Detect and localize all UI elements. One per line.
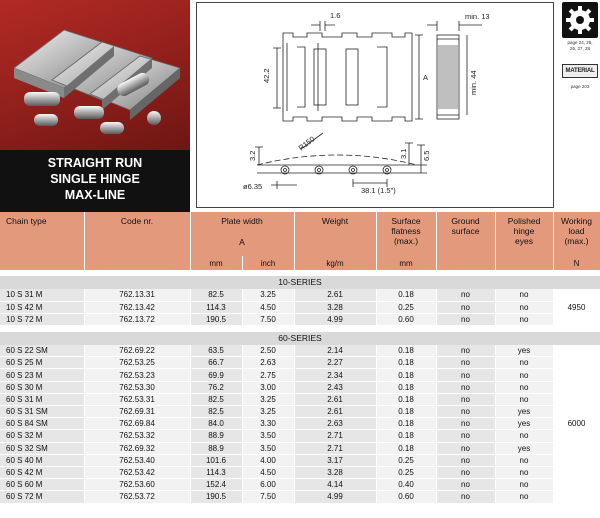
sprocket-pages-ref <box>560 40 600 51</box>
cell-weight: 3.28 <box>294 466 376 478</box>
cell-chain-type: 60 S 84 SM <box>0 418 84 430</box>
cell-polished: no <box>495 479 553 491</box>
cell-width-mm: 69.9 <box>190 369 242 381</box>
cell-ground-surface: no <box>436 357 495 369</box>
cell-width-mm: 114.3 <box>190 301 242 313</box>
cell-width-inch: 7.50 <box>242 313 294 325</box>
col-working-load <box>553 212 600 256</box>
cell-flatness: 0.18 <box>376 345 436 357</box>
cell-code-nr: 762.53.72 <box>84 491 190 503</box>
cell-width-inch: 4.00 <box>242 454 294 466</box>
flatness-line-3: (max.) <box>393 236 419 246</box>
cell-width-mm: 76.2 <box>190 381 242 393</box>
cell-ground-surface: no <box>436 381 495 393</box>
cell-width-inch: 3.50 <box>242 430 294 442</box>
cell-polished: no <box>495 430 553 442</box>
technical-drawing-svg <box>197 3 553 207</box>
cell-chain-type: 10 S 31 M <box>0 289 84 301</box>
cell-chain-type: 60 S 42 M <box>0 466 84 478</box>
cell-width-inch: 3.25 <box>242 406 294 418</box>
cell-code-nr: 762.53.23 <box>84 369 190 381</box>
flatness-line-2: flatness <box>391 226 421 236</box>
polished-line-3: eyes <box>515 236 533 246</box>
cell-ground-surface: no <box>436 369 495 381</box>
table-row <box>0 418 600 430</box>
cell-polished: no <box>495 357 553 369</box>
cell-weight: 3.17 <box>294 454 376 466</box>
spec-table <box>0 212 600 504</box>
cell-chain-type: 60 S 31 SM <box>0 406 84 418</box>
table-row <box>0 442 600 454</box>
cell-polished: no <box>495 313 553 325</box>
series-name: 10-SERIES <box>0 276 600 289</box>
cell-width-mm: 82.5 <box>190 289 242 301</box>
cell-width-inch: 3.50 <box>242 442 294 454</box>
cell-code-nr: 762.69.32 <box>84 442 190 454</box>
cell-width-mm: 88.9 <box>190 430 242 442</box>
dim-pin: ø6.35 <box>243 182 263 191</box>
cell-width-inch: 6.00 <box>242 479 294 491</box>
cell-ground-surface: no <box>436 466 495 478</box>
cell-weight: 2.71 <box>294 442 376 454</box>
table-row <box>0 313 600 325</box>
cell-code-nr: 762.53.60 <box>84 479 190 491</box>
cell-polished: no <box>495 393 553 405</box>
material-label: MATERIAL <box>562 64 598 78</box>
cell-code-nr: 762.69.31 <box>84 406 190 418</box>
cell-flatness: 0.25 <box>376 301 436 313</box>
cell-width-inch: 4.50 <box>242 466 294 478</box>
plate-width-symbol: A <box>239 237 245 247</box>
cell-width-mm: 152.4 <box>190 479 242 491</box>
cell-weight: 2.27 <box>294 357 376 369</box>
unit-load: N <box>553 256 600 270</box>
cell-chain-type: 60 S 32 M <box>0 430 84 442</box>
cell-polished: yes <box>495 406 553 418</box>
cell-weight: 2.63 <box>294 418 376 430</box>
col-ground-surface <box>436 212 495 270</box>
load-line-2: load <box>568 226 585 236</box>
col-plate-width <box>190 212 294 256</box>
cell-width-inch: 3.25 <box>242 289 294 301</box>
cell-code-nr: 762.53.30 <box>84 381 190 393</box>
dim-a: A <box>423 73 429 82</box>
cell-width-mm: 88.9 <box>190 442 242 454</box>
material-page-ref: page 203 <box>570 84 590 89</box>
cell-code-nr: 762.53.42 <box>84 466 190 478</box>
cell-polished: yes <box>495 418 553 430</box>
cell-working-load: 4950 <box>553 289 600 326</box>
cell-width-inch: 2.50 <box>242 345 294 357</box>
dim-min13: min. 13 <box>465 12 490 21</box>
dim-3-2: 3.2 <box>248 150 257 161</box>
cell-flatness: 0.18 <box>376 442 436 454</box>
cell-flatness: 0.18 <box>376 406 436 418</box>
cell-polished: yes <box>495 345 553 357</box>
table-row <box>0 345 600 357</box>
series-header-row <box>0 332 600 345</box>
cell-width-inch: 3.30 <box>242 418 294 430</box>
cell-width-inch: 3.00 <box>242 381 294 393</box>
table-row <box>0 406 600 418</box>
dim-min44: min. 44 <box>469 70 478 95</box>
cell-chain-type: 60 S 23 M <box>0 369 84 381</box>
cell-flatness: 0.18 <box>376 393 436 405</box>
ground-line-2: surface <box>451 226 480 236</box>
cell-width-mm: 66.7 <box>190 357 242 369</box>
cell-chain-type: 60 S 72 M <box>0 491 84 503</box>
dim-6-5: 6.5 <box>422 150 431 161</box>
cell-weight: 2.14 <box>294 345 376 357</box>
plate-width-label: Plate width <box>221 216 263 226</box>
cell-polished: no <box>495 491 553 503</box>
cell-width-inch: 2.75 <box>242 369 294 381</box>
table-header <box>0 212 600 270</box>
cell-weight: 2.61 <box>294 289 376 301</box>
table-row <box>0 454 600 466</box>
cell-code-nr: 762.53.32 <box>84 430 190 442</box>
table-row <box>0 393 600 405</box>
series-name: 60-SERIES <box>0 332 600 345</box>
cell-ground-surface: no <box>436 393 495 405</box>
table-body <box>0 270 600 503</box>
cell-flatness: 0.18 <box>376 381 436 393</box>
cell-flatness: 0.25 <box>376 454 436 466</box>
polished-line-1: Polished <box>507 216 541 226</box>
cell-width-mm: 82.5 <box>190 393 242 405</box>
col-chain-type: Chain type <box>0 212 84 270</box>
table-row <box>0 491 600 503</box>
unit-plate-mm: mm <box>190 256 242 270</box>
cell-width-inch: 3.25 <box>242 393 294 405</box>
cell-weight: 4.14 <box>294 479 376 491</box>
cell-chain-type: 60 S 22 SM <box>0 345 84 357</box>
cell-chain-type: 10 S 42 M <box>0 301 84 313</box>
product-panel <box>0 0 190 212</box>
cell-weight: 3.28 <box>294 301 376 313</box>
cell-code-nr: 762.13.31 <box>84 289 190 301</box>
cell-chain-type: 60 S 30 M <box>0 381 84 393</box>
cell-polished: no <box>495 454 553 466</box>
cell-code-nr: 762.53.25 <box>84 357 190 369</box>
cell-flatness: 0.60 <box>376 491 436 503</box>
load-line-1: Working <box>560 216 593 226</box>
ground-line-1: Ground <box>451 216 480 226</box>
technical-drawing <box>196 2 554 208</box>
cell-ground-surface: no <box>436 301 495 313</box>
cell-polished: no <box>495 301 553 313</box>
cell-weight: 4.99 <box>294 313 376 325</box>
cell-chain-type: 60 S 25 M <box>0 357 84 369</box>
table-row <box>0 357 600 369</box>
cell-ground-surface: no <box>436 442 495 454</box>
title-line-2: SINGLE HINGE <box>50 172 140 186</box>
col-polished-hinge-eyes <box>495 212 553 270</box>
cell-flatness: 0.18 <box>376 369 436 381</box>
cell-ground-surface: no <box>436 418 495 430</box>
cell-width-mm: 101.6 <box>190 454 242 466</box>
cell-polished: no <box>495 289 553 301</box>
cell-weight: 2.43 <box>294 381 376 393</box>
cell-ground-surface: no <box>436 430 495 442</box>
cell-chain-type: 60 S 31 M <box>0 393 84 405</box>
side-references <box>560 0 600 212</box>
cell-flatness: 0.18 <box>376 430 436 442</box>
cell-chain-type: 60 S 32 SM <box>0 442 84 454</box>
cell-width-inch: 2.63 <box>242 357 294 369</box>
cell-code-nr: 762.53.40 <box>84 454 190 466</box>
dim-slot: 1.6 <box>330 11 341 20</box>
flatness-line-1: Surface <box>391 216 421 226</box>
title-line-3: MAX-LINE <box>64 188 126 202</box>
cell-ground-surface: no <box>436 313 495 325</box>
polished-line-2: hinge <box>513 226 535 236</box>
cell-chain-type: 60 S 60 M <box>0 479 84 491</box>
cell-chain-type: 60 S 40 M <box>0 454 84 466</box>
cell-weight: 2.34 <box>294 369 376 381</box>
cell-chain-type: 10 S 72 M <box>0 313 84 325</box>
cell-working-load: 6000 <box>553 345 600 503</box>
table-row <box>0 479 600 491</box>
dim-3-1: 3.1 <box>399 148 408 159</box>
cell-flatness: 0.40 <box>376 479 436 491</box>
cell-flatness: 0.18 <box>376 418 436 430</box>
cell-ground-surface: no <box>436 345 495 357</box>
cell-width-mm: 114.3 <box>190 466 242 478</box>
cell-code-nr: 762.13.42 <box>84 301 190 313</box>
cell-width-inch: 4.50 <box>242 301 294 313</box>
dim-pitch: 38.1 (1.5") <box>361 186 396 195</box>
cell-ground-surface: no <box>436 479 495 491</box>
col-surface-flatness <box>376 212 436 256</box>
cell-code-nr: 762.13.72 <box>84 313 190 325</box>
unit-weight: kg/m <box>294 256 376 270</box>
cell-weight: 4.99 <box>294 491 376 503</box>
cell-flatness: 0.25 <box>376 466 436 478</box>
dim-r150: R150 <box>296 134 317 153</box>
cell-width-mm: 63.5 <box>190 345 242 357</box>
series-header-row <box>0 276 600 289</box>
sprocket-pages-line-2: 26, 27, 28 <box>569 45 591 51</box>
cell-width-mm: 190.5 <box>190 491 242 503</box>
cell-width-mm: 84.0 <box>190 418 242 430</box>
cell-flatness: 0.18 <box>376 357 436 369</box>
table-row <box>0 369 600 381</box>
col-weight: Weight <box>294 212 376 256</box>
load-line-3: (max.) <box>564 236 589 246</box>
cell-code-nr: 762.53.31 <box>84 393 190 405</box>
cell-code-nr: 762.69.84 <box>84 418 190 430</box>
cell-flatness: 0.60 <box>376 313 436 325</box>
cell-weight: 2.71 <box>294 430 376 442</box>
header-area <box>0 0 600 212</box>
cell-polished: yes <box>495 442 553 454</box>
col-code-nr: Code nr. <box>84 212 190 270</box>
table-row <box>0 381 600 393</box>
cell-ground-surface: no <box>436 454 495 466</box>
sprocket-gear-icon <box>562 2 598 38</box>
cell-ground-surface: no <box>436 491 495 503</box>
table-row <box>0 289 600 301</box>
cell-code-nr: 762.69.22 <box>84 345 190 357</box>
unit-flatness: mm <box>376 256 436 270</box>
cell-width-mm: 82.5 <box>190 406 242 418</box>
cell-flatness: 0.18 <box>376 289 436 301</box>
unit-plate-inch: inch <box>242 256 294 270</box>
table-row <box>0 430 600 442</box>
dim-42: 42.2 <box>262 68 271 83</box>
cell-weight: 2.61 <box>294 406 376 418</box>
product-photo <box>4 6 186 146</box>
cell-polished: no <box>495 466 553 478</box>
cell-ground-surface: no <box>436 406 495 418</box>
table-row <box>0 301 600 313</box>
cell-polished: no <box>495 369 553 381</box>
cell-width-inch: 7.50 <box>242 491 294 503</box>
table-row <box>0 466 600 478</box>
cell-width-mm: 190.5 <box>190 313 242 325</box>
cell-polished: no <box>495 381 553 393</box>
sprocket-pages-line-1: page 24, 25, <box>567 40 593 45</box>
cell-ground-surface: no <box>436 289 495 301</box>
product-title <box>0 150 190 212</box>
cell-weight: 2.61 <box>294 393 376 405</box>
title-line-1: STRAIGHT RUN <box>47 156 143 170</box>
